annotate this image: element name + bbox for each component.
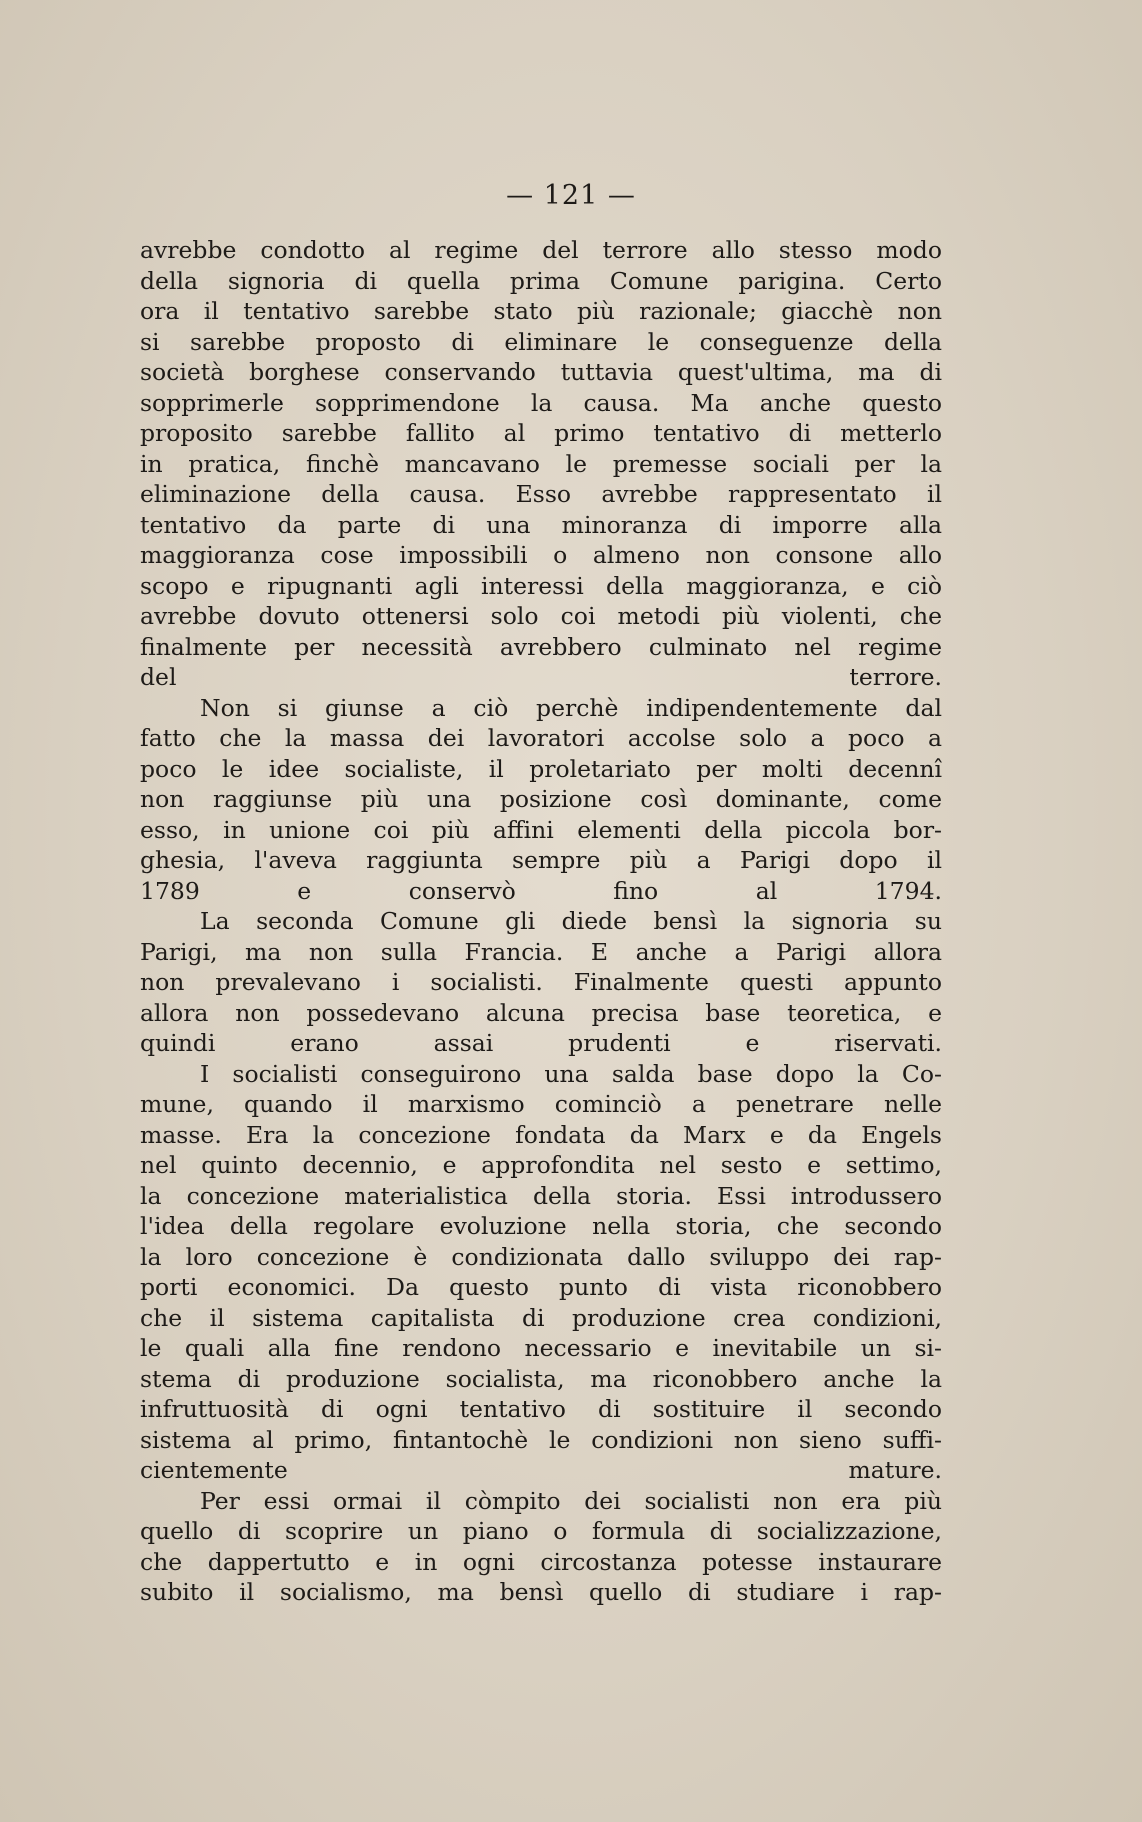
line: quindi erano assai prudenti e riservati. xyxy=(140,1029,942,1057)
line: della signoria di quella prima Comune parigina. Certo xyxy=(140,266,942,295)
line: avrebbe condotto al regime del terrore allo stesso modo xyxy=(140,236,942,264)
line: allora non possedevano alcuna precisa base teoretica, e xyxy=(140,998,942,1027)
paragraph-2 xyxy=(140,693,942,907)
line: mune, quando il marxismo cominciò a penetrare nelle xyxy=(140,1090,942,1118)
page-number: — 121 — xyxy=(506,180,636,211)
line: l'idea della regolare evoluzione nella storia, che secondo xyxy=(140,1212,942,1240)
paragraph-4 xyxy=(140,1059,942,1486)
line: ghesia, l'aveva raggiunta sempre più a Parigi dopo il xyxy=(140,846,942,874)
line: eliminazione della causa. Esso avrebbe rappresentato il xyxy=(140,480,942,508)
line: che dappertutto e in ogni circostanza potesse instaurare xyxy=(140,1547,942,1576)
line: finalmente per necessità avrebbero culminato nel regime xyxy=(140,632,942,661)
paragraph-3 xyxy=(140,906,942,1059)
line: ora il tentativo sarebbe stato più razionale; giacchè non xyxy=(140,297,942,325)
line: scopo e ripugnanti agli interessi della maggioranza, e ciò xyxy=(140,571,942,600)
line: proposito sarebbe fallito al primo tentativo di metterlo xyxy=(140,419,942,447)
line: sistema al primo, fintantochè le condizioni non sieno suffi- xyxy=(140,1425,942,1454)
line: I socialisti conseguirono una salda base dopo la Co- xyxy=(200,1059,942,1088)
line: si sarebbe proposto di eliminare le conseguenze della xyxy=(140,327,942,356)
line: Non si giunse a ciò perchè indipendentemente dal xyxy=(200,693,942,722)
line: le quali alla fine rendono necessario e inevitabile un si- xyxy=(140,1334,942,1362)
line: Parigi, ma non sulla Francia. E anche a Parigi allora xyxy=(140,937,942,966)
line: masse. Era la concezione fondata da Marx e da Engels xyxy=(140,1120,942,1149)
line: nel quinto decennio, e approfondita nel sesto e settimo, xyxy=(140,1151,942,1179)
line: quello di scoprire un piano o formula di socializzazione, xyxy=(140,1517,942,1545)
line: 1789 e conservò fino al 1794. xyxy=(140,876,942,905)
line: Per essi ormai il còmpito dei socialisti non era più xyxy=(200,1486,942,1515)
line: esso, in unione coi più affini elementi della piccola bor- xyxy=(140,815,942,844)
line: sopprimerle sopprimendone la causa. Ma anche questo xyxy=(140,388,942,417)
line: avrebbe dovuto ottenersi solo coi metodi più violenti, che xyxy=(140,602,942,630)
line: poco le idee socialiste, il proletariato per molti decennî xyxy=(140,754,942,783)
line: maggioranza cose impossibili o almeno non consone allo xyxy=(140,541,942,569)
line: stema di produzione socialista, ma riconobbero anche la xyxy=(140,1364,942,1393)
line: non prevalevano i socialisti. Finalmente questi appunto xyxy=(140,968,942,996)
paragraph-1 xyxy=(140,235,942,693)
line: tentativo da parte di una minoranza di imporre alla xyxy=(140,510,942,539)
body-text xyxy=(140,235,942,1608)
line: in pratica, finchè mancavano le premesse sociali per la xyxy=(140,449,942,478)
line: cientemente mature. xyxy=(140,1456,942,1484)
line: del terrore. xyxy=(140,663,942,691)
paragraph-5 xyxy=(140,1486,942,1608)
line: che il sistema capitalista di produzione crea condizioni, xyxy=(140,1303,942,1332)
line: subito il socialismo, ma bensì quello di studiare i rap- xyxy=(140,1578,942,1606)
line: non raggiunse più una posizione così dominante, come xyxy=(140,785,942,813)
line: porti economici. Da questo punto di vista riconobbero xyxy=(140,1273,942,1301)
line: la loro concezione è condizionata dallo sviluppo dei rap- xyxy=(140,1242,942,1271)
line: la concezione materialistica della storia. Essi introdussero xyxy=(140,1181,942,1210)
line: infruttuosità di ogni tentativo di sostituire il secondo xyxy=(140,1395,942,1423)
line: società borghese conservando tuttavia quest'ultima, ma di xyxy=(140,358,942,386)
line: fatto che la massa dei lavoratori accolse solo a poco a xyxy=(140,724,942,752)
line: La seconda Comune gli diede bensì la signoria su xyxy=(200,907,942,935)
